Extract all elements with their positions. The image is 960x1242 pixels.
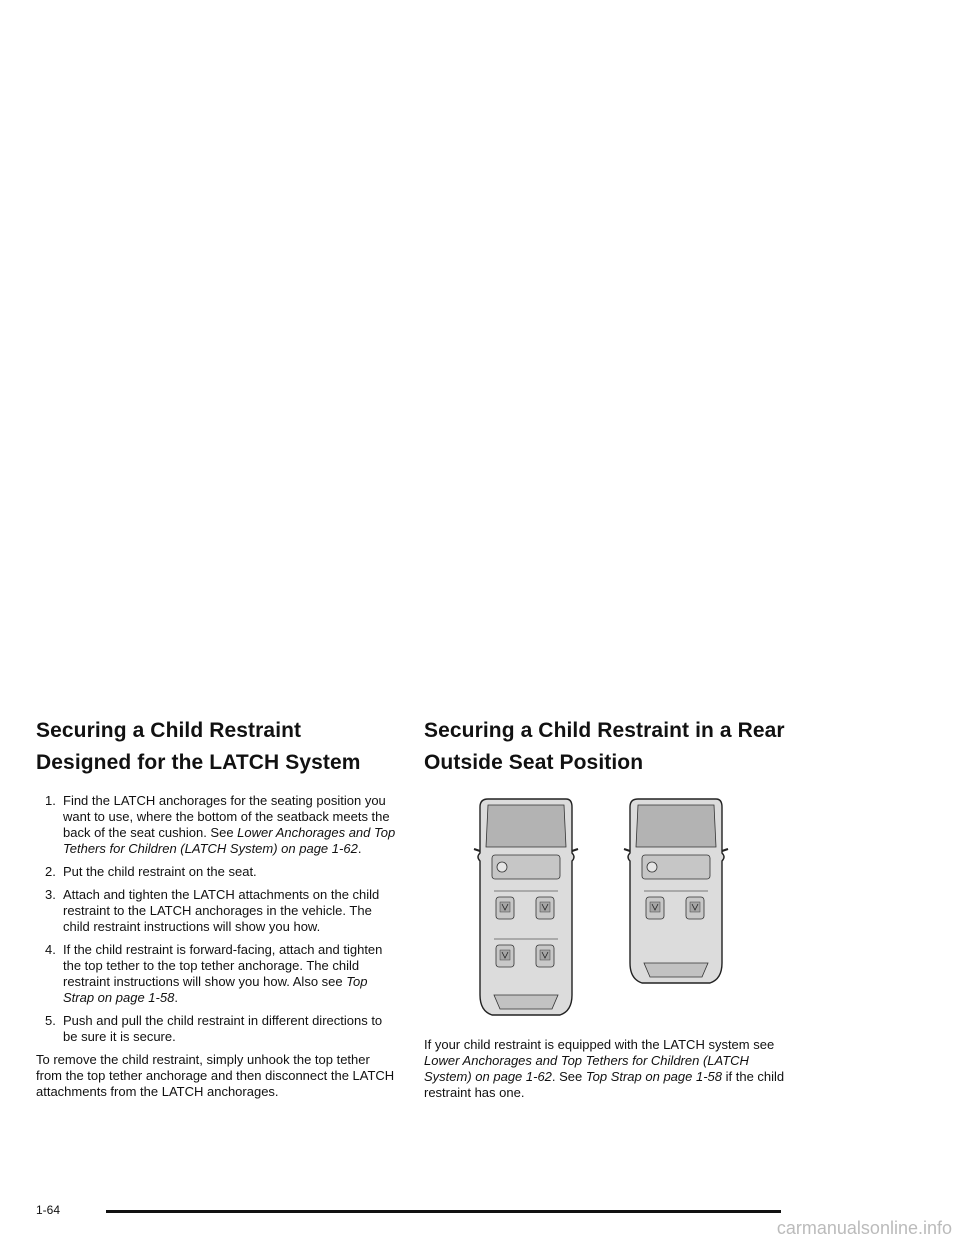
cross-reference-link[interactable]: Top Strap on page 1-58 (63, 974, 368, 1005)
vehicle-seating-diagram (442, 795, 732, 1027)
cross-reference-link[interactable]: Lower Anchorages and Top Tethers for Children (LATCH System) on page 1-62 (424, 1053, 749, 1084)
step-5: 5. Push and pull the child restraint in different directions to be sure it is secure. (45, 1013, 383, 1044)
rear-seat-paragraph: If your child restraint is equipped with the LATCH system see Lower Anchorages and Top Tethers for Children (LATCH System) on page 1-62. See Top Strap on page 1-58 if the child restraint has one. (424, 1037, 785, 1100)
watermark: carmanualsonline.info (776, 1218, 952, 1238)
page-number: 1-64 (36, 1203, 61, 1217)
step-4: 4. If the child restraint is forward-facing, attach and tighten the top tether to the top tether anchorage. The child restraint instructions will show you how. Also see Top Strap on page 1-58. (45, 942, 383, 1005)
section-heading-latch: Securing a Child Restraint Designed for the LATCH System (36, 719, 361, 774)
left-column (36, 715, 398, 1100)
footer-rule (106, 1210, 781, 1213)
section-heading-rear-outside: Securing a Child Restraint in a Rear Outside Seat Position (424, 719, 785, 774)
step-1: 1. Find the LATCH anchorages for the seating position you want to use, where the bottom of the seatback meets the back of the seat cushion. See Lower Anchorages and Top Tethers for Children (LATCH System) on page 1-62. (45, 793, 396, 856)
cross-reference-link[interactable]: Lower Anchorages and Top Tethers for Children (LATCH System) on page 1-62 (63, 825, 396, 856)
removal-paragraph: To remove the child restraint, simply unhook the top tether from the top tether anchorage and then disconnect the LATCH attachments from the LATCH anchorages. (36, 1052, 395, 1099)
cross-reference-link[interactable]: Top Strap on page 1-58 (585, 1069, 723, 1084)
right-column (424, 715, 796, 1101)
vehicle-outline-long (474, 799, 578, 1015)
step-2: 2. Put the child restraint on the seat. (45, 864, 257, 879)
vehicle-outline-short (624, 799, 728, 983)
step-3: 3. Attach and tighten the LATCH attachments on the child restraint to the LATCH anchorages in the vehicle. The child restraint instructions will show you how. (45, 887, 380, 934)
steps-list (36, 793, 398, 1045)
